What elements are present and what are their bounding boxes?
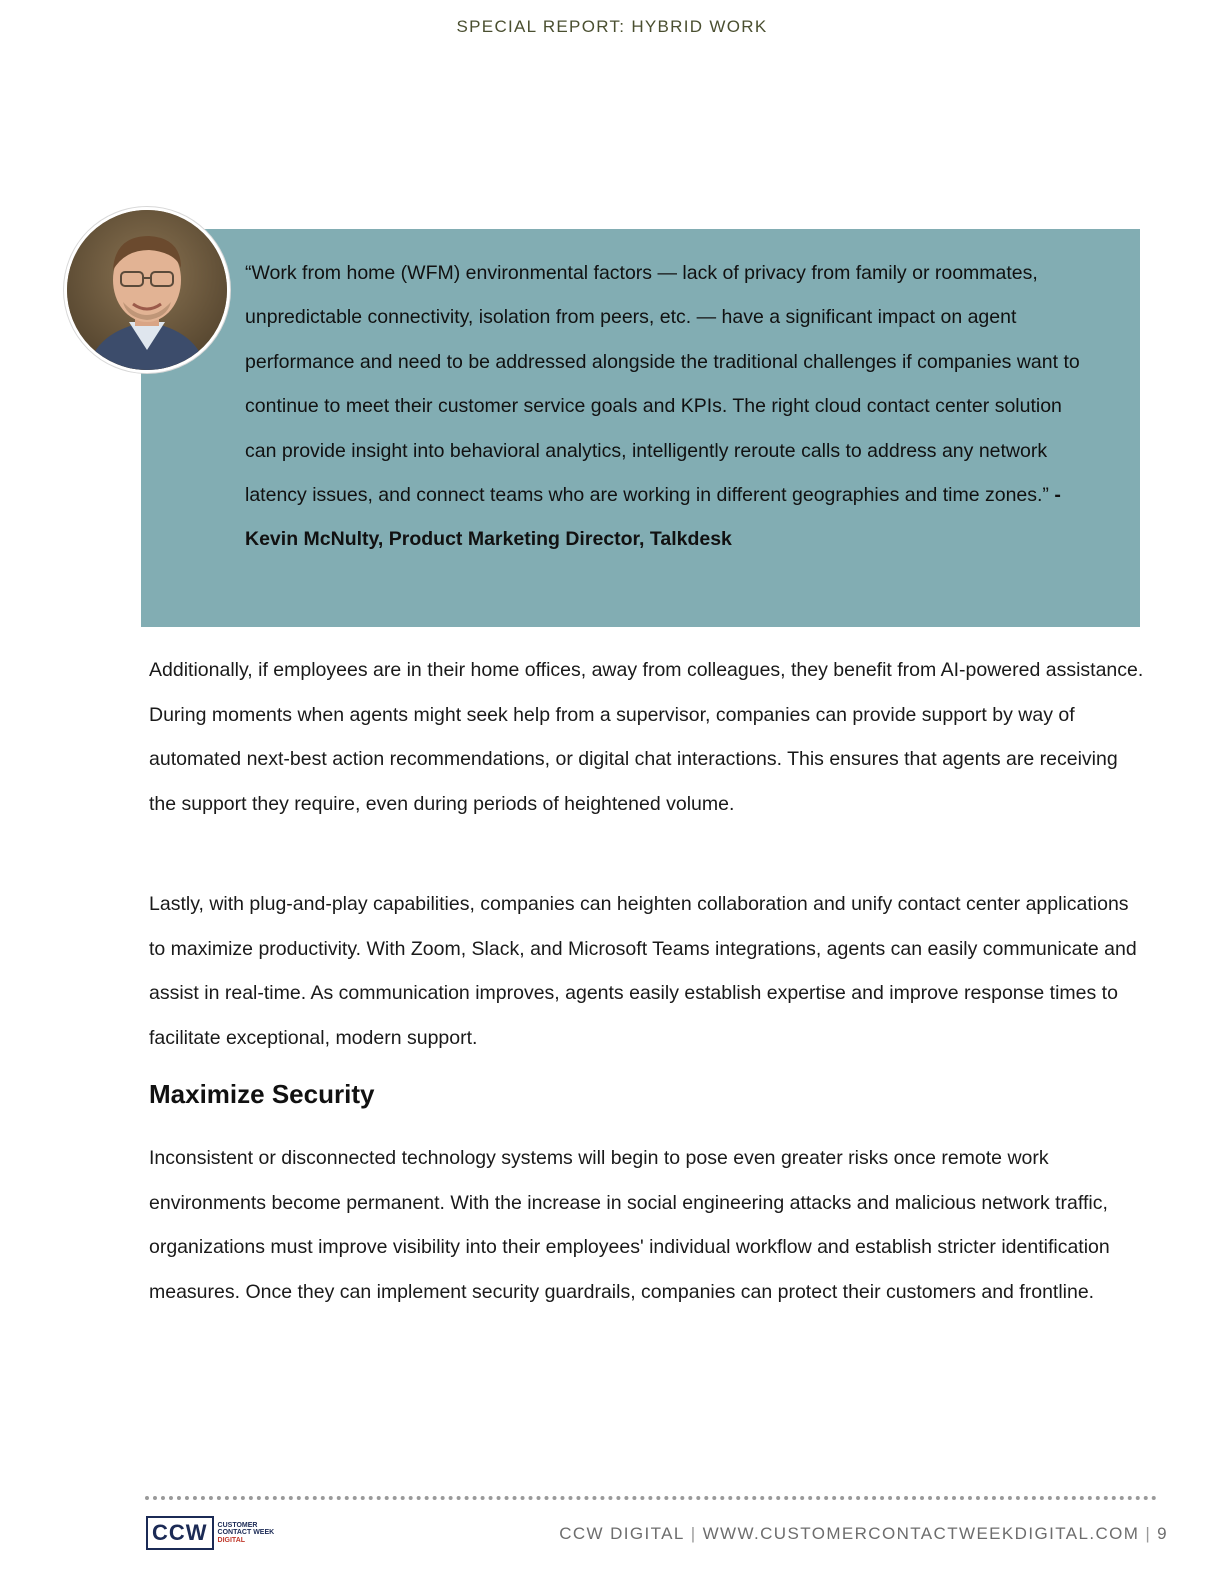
body-paragraph-3: Inconsistent or disconnected technology systems will begin to pose even greater risks once remote work environments become permanent. With the increase in social engineering attacks and malicious network traffic, organizations must improve visibility into their employees' individual workflow and establish stricter identification measures. Once they can implement security guardrails, companies can protect their customers and frontline.	[149, 1147, 1110, 1303]
footer-divider	[145, 1496, 1157, 1500]
quote-text: “Work from home (WFM) environmental factors — lack of privacy from family or roommates, unpredictable connectivity, isolation from peers, etc. — have a significant impact on agent performance and need to be addressed alongside the traditional challenges if companies want to continue to meet their customer service goals and KPIs. The right cloud contact center solution can provide insight into behavioral analytics, intelligently reroute calls to address any network latency issues, and connect teams who are working in different geographies and time zones.”	[245, 262, 1080, 507]
portrait-image	[67, 210, 227, 370]
footer-separator: |	[690, 1524, 697, 1543]
footer-info	[559, 1524, 1168, 1544]
logo-line-2: CONTACT WEEK	[217, 1529, 275, 1537]
pull-quote	[245, 251, 1096, 562]
logo-line-3: DIGITAL	[217, 1536, 246, 1544]
author-headshot	[64, 207, 230, 373]
running-header: SPECIAL REPORT: HYBRID WORK	[456, 17, 768, 36]
footer-website-link[interactable]: WWW.CUSTOMERCONTACTWEEKDIGITAL.COM	[702, 1524, 1140, 1543]
ccw-logo	[146, 1516, 274, 1550]
footer-brand: CCW DIGITAL	[559, 1524, 685, 1543]
quote-attribution: - Kevin McNulty, Product Marketing Director, Talkdesk	[245, 484, 1061, 551]
footer-separator: |	[1145, 1524, 1152, 1543]
logo-wordmark	[218, 1522, 275, 1545]
logo-line-1: CUSTOMER	[217, 1521, 258, 1529]
body-paragraph-1: Additionally, if employees are in their home offices, away from colleagues, they benefit from AI-powered assistance. During moments when agents might seek help from a supervisor, companies can provide support by way of automated next-best action recommendations, or digital chat interactions. This ensures that agents are receiving the support they require, even during periods of heightened volume.	[149, 659, 1144, 815]
logo-mark: CCW	[146, 1516, 214, 1550]
section-heading: Maximize Security	[149, 1079, 375, 1109]
body-paragraph-2: Lastly, with plug-and-play capabilities, companies can heighten collaboration and unify contact center applications to maximize productivity. With Zoom, Slack, and Microsoft Teams integrations, agents can easily communicate and assist in real-time. As communication improves, agents easily establish expertise and improve response times to facilitate exceptional, modern support.	[149, 893, 1137, 1049]
page-number: 9	[1157, 1524, 1168, 1543]
pull-quote-box	[141, 229, 1140, 627]
